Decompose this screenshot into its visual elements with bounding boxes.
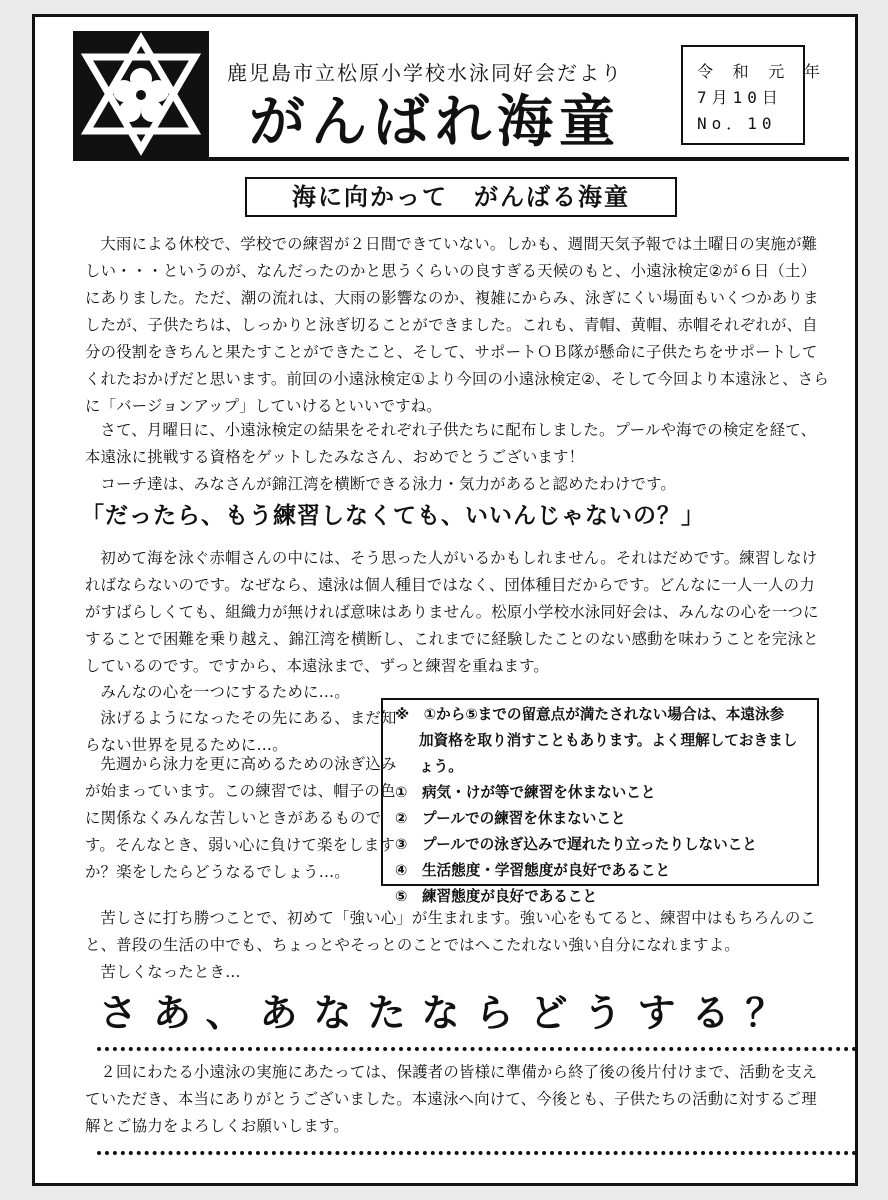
issue-date-box — [681, 45, 825, 145]
dotted-divider — [97, 1151, 857, 1155]
paragraph-7: 先週から泳力を更に高めるための泳ぎ込みが始まっています。この練習では、帽子の色に関係なくみんな苦しいときがあるものです。そんなとき、弱い心に負けて楽をしますか？楽をしたらどうなるでしょう…。 — [85, 755, 397, 881]
school-club-name: 鹿児島市立松原小学校水泳同好会だより — [227, 61, 623, 85]
star-emblem-icon — [73, 31, 209, 157]
notice-item: ④ 生活態度・学習態度が良好であること — [395, 862, 671, 879]
dotted-divider — [97, 1047, 857, 1051]
quote-heading: 「だったら、もう練習しなくても、いいんじゃないの？」 — [81, 503, 705, 529]
paragraph-6: 泳げるようになったその先にある、まだ知らない世界を見るために…。 — [85, 709, 397, 754]
notice-item: ③ プールでの泳ぎ込みで遅れたり立ったりしないこと — [395, 836, 757, 853]
issue-number: No．10 — [697, 114, 777, 133]
newsletter-title: がんばれ海童 — [249, 90, 621, 155]
issue-era: 令 和 元 年 — [697, 62, 825, 81]
notice-heading: ※ ①から⑤までの留意点が満たされない場合は、本遠泳参 — [395, 706, 785, 723]
masthead-divider — [73, 157, 849, 161]
paragraph-1: 大雨による休校で、学校での練習が２日間できていない。しかも、週間天気予報では土曜日の実施が難しい・・・というのが、なんだったのかと思うくらいの良すぎる天候のもと、小遠泳検定②が６日（土）にありました。ただ、潮の流れは、大雨の影響なのか、複雑にからみ、泳ぎにくい場面もいくつかありましたが、子供たちは、しっかりと泳ぎ切ることができました。これも、青帽、黄帽、赤帽それぞれが、自分の役割をきちんと果たすことができたこと、そして、サポートＯＢ隊が懸命に子供たちをサポートしてくれたおかげだと思います。前回の小遠泳検定①より今回の小遠泳検定②、そして今回より本遠泳と、さらに「バージョンアップ」していけるといいですね。 — [85, 235, 829, 415]
closing-paragraph: ２回にわたる小遠泳の実施にあたっては、保護者の皆様に準備から終了後の後片付けまで、活動を支えていただき、本当にありがとうございました。本遠泳へ向けて、今後とも、子供たちの活動に対するご理解とご協力をよろしくお願いします。 — [85, 1063, 818, 1135]
paragraph-9: 苦しくなったとき… — [100, 963, 241, 981]
notice-item: ① 病気・けが等で練習を休まないこと — [395, 784, 656, 801]
big-question: さあ、あなたならどうする？ — [99, 991, 800, 1035]
notice-heading-cont: 加資格を取り消すこともあります。よく理解しておきましょう。 — [419, 732, 798, 775]
paragraph-8: 苦しさに打ち勝つことで、初めて「強い心」が生まれます。強い心をもてると、練習中はもちろんのこと、普段の生活の中でも、ちょっとやそっとのことではへこたれない強い自分になれますよ。 — [85, 909, 817, 954]
notice-box — [381, 698, 819, 905]
issue-date: 7月10日 — [697, 88, 783, 107]
paragraph-5: みんなの心を一つにするために…。 — [100, 683, 350, 701]
paragraph-2: さて、月曜日に、小遠泳検定の結果をそれぞれ子供たちに配布しました。プールや海での検定を経て、本遠泳に挑戦する資格をゲットしたみなさん、おめでとうございます！ — [85, 421, 817, 466]
notice-item: ② プールでの練習を休まないこと — [395, 810, 626, 827]
paragraph-4: 初めて海を泳ぐ赤帽さんの中には、そう思った人がいるかもしれません。それはだめです。練習しなければならないのです。なぜなら、遠泳は個人種目ではなく、団体種目だからです。どんなに一人一人の力がすばらしくても、組織力が無ければ意味はありません。松原小学校水泳同好会は、みんなの心を一つにすることで困難を乗り越え、錦江湾を横断し、これまでに経験したことのない感動を味わうことを完泳としているのです。ですから、本遠泳まで、ずっと練習を重ねます。 — [85, 549, 819, 675]
paragraph-3: コーチ達は、みなさんが錦江湾を横断できる泳力・気力があると認めたわけです。 — [100, 475, 677, 493]
notice-item: ⑤ 練習態度が良好であること — [395, 888, 598, 905]
newsletter-page — [32, 14, 858, 1186]
article-headline: 海に向かって がんばる海童 — [245, 177, 677, 217]
